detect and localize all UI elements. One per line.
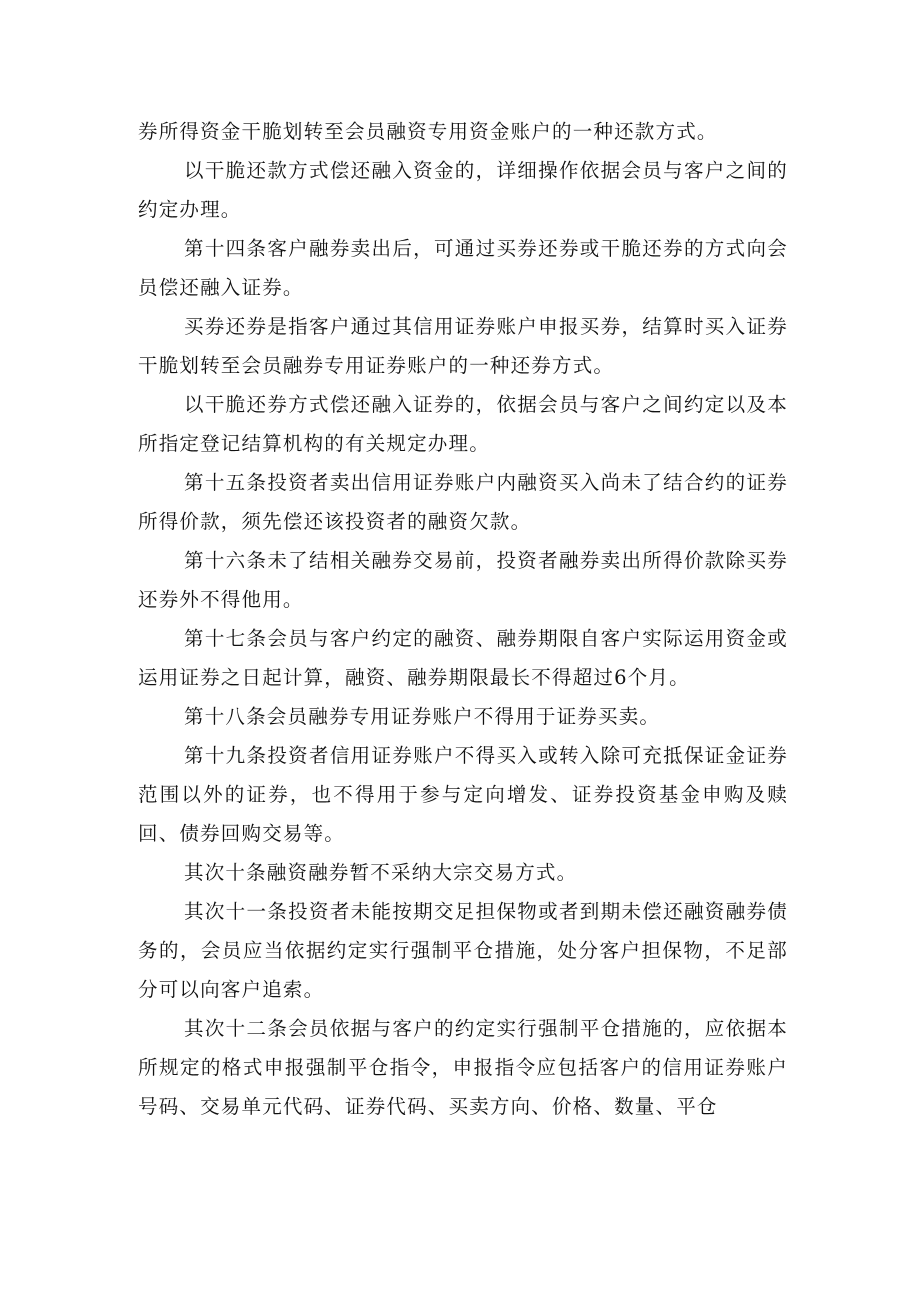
article-18: 第十八条会员融券专用证券账户不得用于证券买卖。 bbox=[184, 705, 661, 728]
article-15: 第十五条投资者卖出信用证券账户内融资买入尚未了结合约的证券所得价款，须先偿还该投资者的融资欠款。 bbox=[138, 471, 788, 533]
paragraph-continuation: 券所得资金干脆划转至会员融资专用资金账户的一种还款方式。 bbox=[138, 120, 718, 143]
paragraph: 以干脆还券方式偿还融入证券的，依据会员与客户之间约定以及本所指定登记结算机构的有关规定办理。 bbox=[138, 393, 788, 455]
article-22: 其次十二条会员依据与客户的约定实行强制平仓措施的，应依据本所规定的格式申报强制平仓指令，申报指令应包括客户的信用证券账户号码、交易单元代码、证券代码、买卖方向、价格、数量、平仓 bbox=[138, 1017, 788, 1118]
document-body bbox=[138, 112, 788, 1126]
article-17: 第十七条会员与客户约定的融资、融券期限自客户实际运用资金或运用证券之日起计算，融资、融券期限最长不得超过6个月。 bbox=[138, 627, 788, 689]
paragraph: 买券还券是指客户通过其信用证券账户申报买券，结算时买入证券干脆划转至会员融券专用证券账户的一种还券方式。 bbox=[138, 315, 788, 377]
article-21: 其次十一条投资者未能按期交足担保物或者到期未偿还融资融券债务的，会员应当依据约定实行强制平仓措施，处分客户担保物，不足部分可以向客户追索。 bbox=[138, 900, 788, 1001]
article-19: 第十九条投资者信用证券账户不得买入或转入除可充抵保证金证券范围以外的证券，也不得用于参与定向增发、证券投资基金申购及赎回、债券回购交易等。 bbox=[138, 744, 788, 845]
article-14: 第十四条客户融券卖出后，可通过买券还券或干脆还券的方式向会员偿还融入证券。 bbox=[138, 237, 788, 299]
article-20: 其次十条融资融券暂不采纳大宗交易方式。 bbox=[184, 861, 578, 884]
article-16: 第十六条未了结相关融券交易前，投资者融券卖出所得价款除买券还券外不得他用。 bbox=[138, 549, 788, 611]
paragraph: 以干脆还款方式偿还融入资金的，详细操作依据会员与客户之间的约定办理。 bbox=[138, 159, 788, 221]
